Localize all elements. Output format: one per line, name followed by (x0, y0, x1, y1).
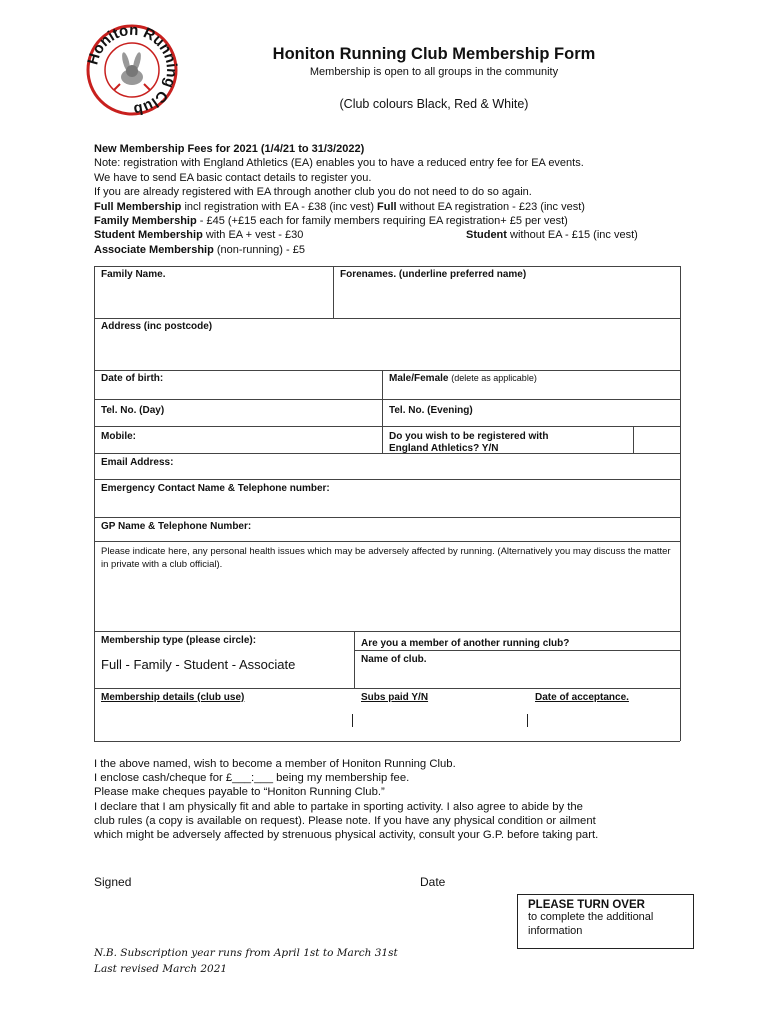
ea-answer-box[interactable] (634, 427, 680, 453)
ea-question-line: England Athletics? Y/N (389, 442, 499, 454)
declaration-line: I the above named, wish to become a member of Honiton Running Club. (94, 758, 456, 770)
club-logo (84, 22, 180, 118)
fee-associate (94, 243, 684, 257)
tel-evening-label: Tel. No. (Evening) (389, 405, 473, 416)
other-club-label: Are you a member of another running club? (361, 638, 570, 649)
email-label: Email Address: (101, 457, 174, 468)
ea-question-line: Do you wish to be registered with (389, 431, 549, 442)
fee-label: Associate Membership (94, 243, 214, 256)
form-title: Honiton Running Club Membership Form (272, 45, 596, 63)
subs-paid-label: Subs paid Y/N (361, 692, 429, 703)
footnote (94, 946, 398, 977)
fee-text: with EA + vest - £30 (202, 229, 304, 242)
health-label (95, 543, 680, 573)
dob-label: Date of birth: (101, 373, 164, 384)
gender-text: Male/Female (389, 373, 449, 384)
logo-text: Honiton Running Club (84, 22, 180, 118)
club-colours: (Club colours Black, Red & White) (339, 97, 529, 111)
fees-note: We have to send EA basic contact details to register you. (94, 171, 372, 184)
fee-family (94, 214, 684, 228)
family-name-label: Family Name. (101, 269, 166, 280)
fee-label: Student Membership (94, 229, 203, 242)
membership-type-label: Membership type (please circle): (101, 635, 257, 646)
fees-heading: New Membership Fees for 2021 (1/4/21 to 31/3/2022) (94, 143, 365, 155)
signed-label: Signed (94, 875, 132, 889)
forenames-field[interactable] (334, 280, 680, 318)
fee-label: Student (466, 229, 507, 242)
family-name-field[interactable] (95, 280, 333, 318)
address-label: Address (inc postcode) (101, 321, 213, 332)
club-name-label: Name of club. (361, 654, 427, 665)
subscription-note: N.B. Subscription year runs from April 1st to March 31st (94, 947, 398, 959)
fees-note: Note: registration with England Athletics (EA) enables you to have a reduced entry fee for EA events. (94, 157, 584, 170)
fee-text: incl registration with EA - £38 (inc vest) (181, 200, 378, 213)
fees-note: If you are already registered with EA through another club you do not need to do so again. (94, 186, 532, 199)
declaration (94, 757, 694, 842)
gender-label[interactable] (383, 371, 543, 386)
ea-question (383, 429, 554, 456)
fee-full (94, 200, 684, 214)
fee-label: Family Membership (94, 214, 197, 227)
fee-text: without EA registration - £23 (inc vest) (396, 200, 585, 213)
fee-label: Full Membership (94, 200, 182, 213)
turn-over-text: to complete the additional (528, 911, 654, 923)
tel-day-label: Tel. No. (Day) (101, 405, 165, 416)
mobile-label: Mobile: (101, 431, 136, 442)
emergency-label: Emergency Contact Name & Telephone number: (101, 483, 330, 494)
membership-details-label: Membership details (club use) (101, 692, 245, 703)
fees-section (94, 142, 684, 257)
health-field[interactable] (95, 575, 680, 631)
declaration-line: club rules (a copy is available on request). Please note. If you have any physical condition or ailment (94, 814, 596, 827)
declaration-line: I declare that I am physically fit and able to partake in sporting activity. I also agree to abide by the (94, 800, 583, 813)
membership-type-options[interactable]: Full - Family - Student - Associate (101, 657, 296, 672)
acceptance-date-label: Date of acceptance. (535, 692, 629, 703)
turn-over-text: information (528, 924, 583, 937)
health-text: Please indicate here, any personal health issues which may be adversely affected by running. (Alternatively you may discuss the matter in private with a club official). (101, 546, 671, 570)
rabbit-icon (114, 52, 150, 90)
delete-note: (delete as applicable) (451, 373, 537, 383)
fee-text: - £45 (+£15 each for family members requiring EA registration+ £5 per vest) (196, 214, 568, 227)
fee-student (94, 228, 684, 242)
declaration-line: Please make cheques payable to “Honiton Running Club.” (94, 786, 385, 799)
fee-text: without EA - £15 (inc vest) (506, 229, 638, 242)
address-field[interactable] (95, 332, 680, 370)
forenames-label: Forenames. (underline preferred name) (340, 269, 527, 280)
turn-over-box (517, 894, 694, 949)
date-label: Date (420, 875, 446, 889)
fee-label: Full (377, 200, 397, 213)
gp-label: GP Name & Telephone Number: (101, 521, 252, 532)
declaration-line: which might be adversely affected by strenuous physical activity, consult your G.P. before taking part. (94, 829, 599, 842)
revision-note: Last revised March 2021 (94, 962, 228, 975)
declaration-line: I enclose cash/cheque for £___:___ being my membership fee. (94, 772, 410, 785)
turn-over-title: PLEASE TURN OVER (528, 899, 645, 911)
fee-text: (non-running) - £5 (213, 243, 305, 256)
form-subtitle: Membership is open to all groups in the community (309, 66, 559, 78)
